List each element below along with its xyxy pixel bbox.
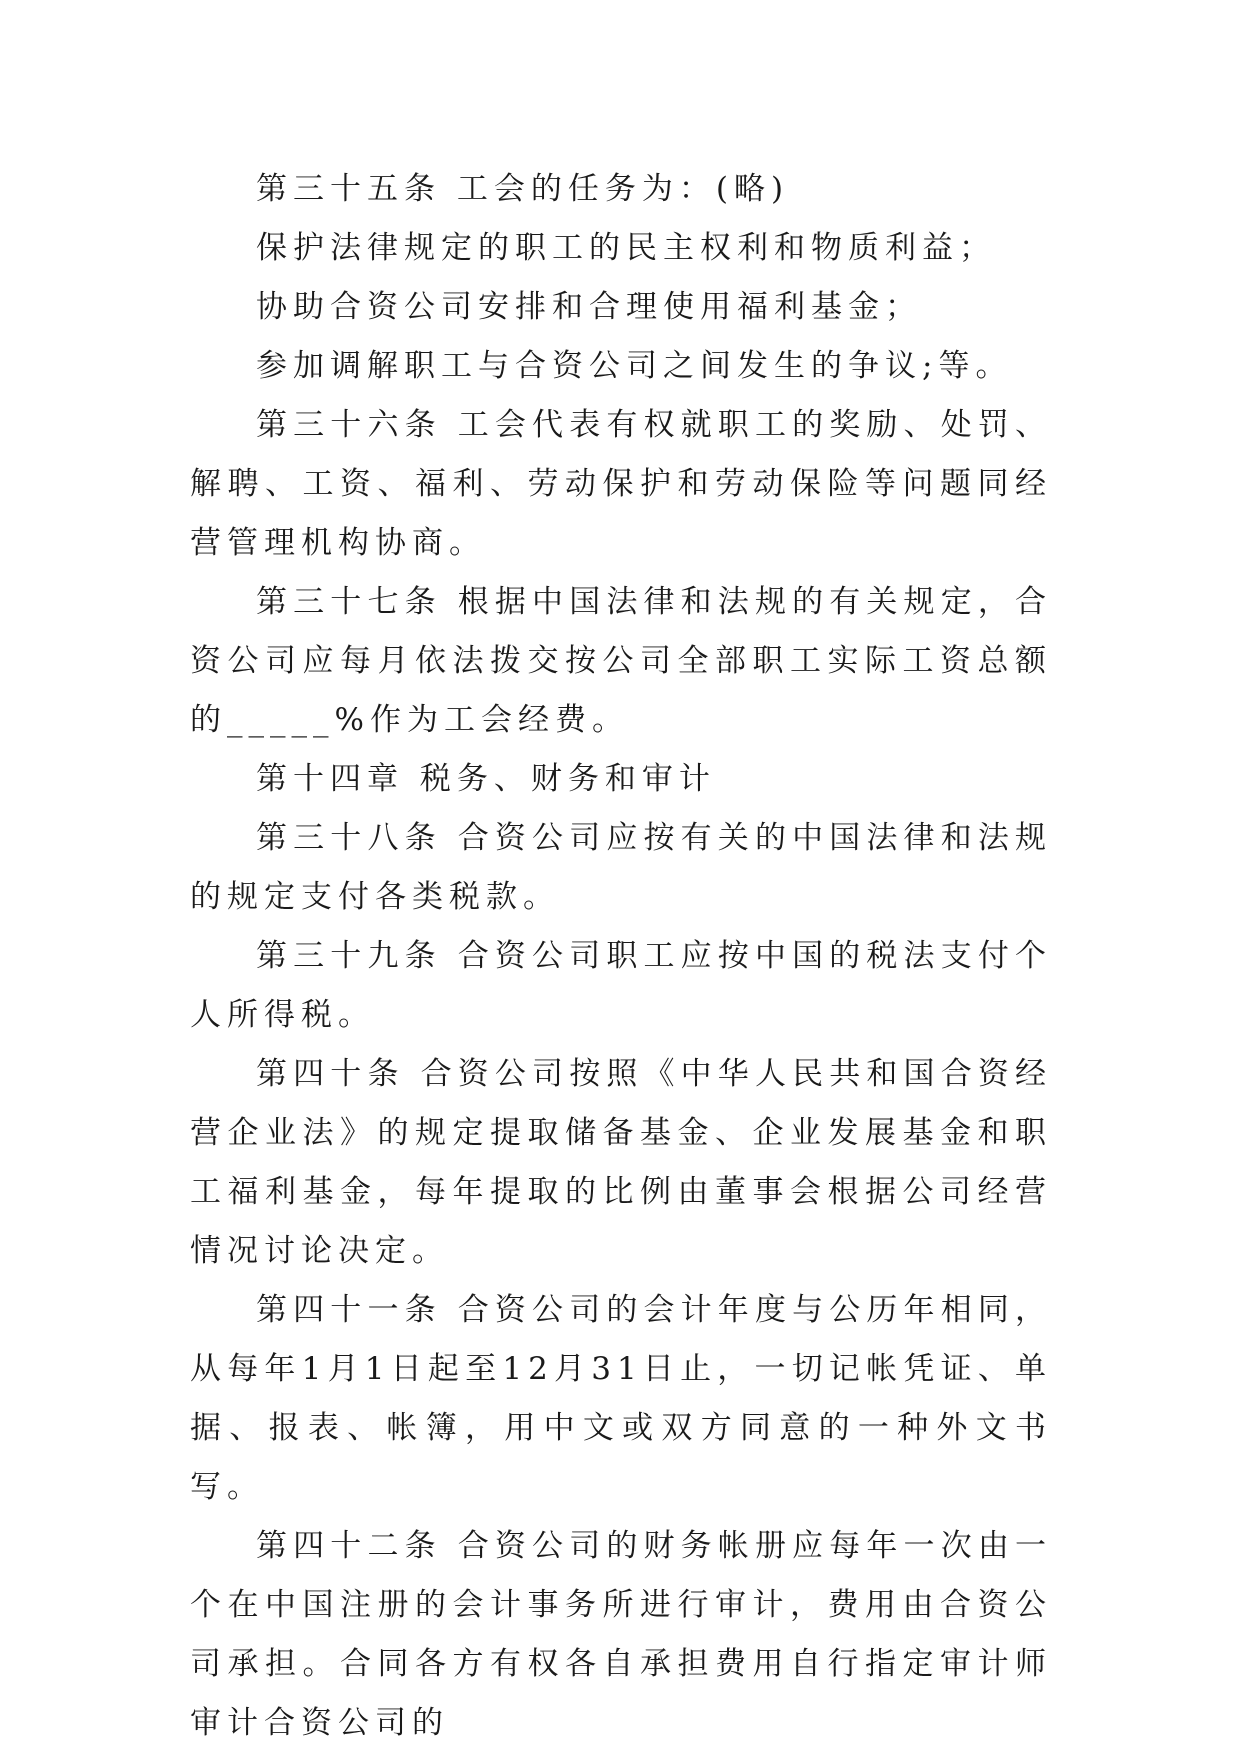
article-38: 第三十八条 合资公司应按有关的中国法律和法规的规定支付各类税款。 xyxy=(190,820,1052,915)
chapter-14-heading: 第十四章 税务、财务和审计 xyxy=(256,761,716,797)
article-39: 第三十九条 合资公司职工应按中国的税法支付个人所得税。 xyxy=(190,938,1052,1033)
article-35-item-3: 参加调解职工与合资公司之间发生的争议;等。 xyxy=(256,348,1013,384)
article-35-heading: 第三十五条 工会的任务为：(略) xyxy=(256,171,790,207)
article-37: 第三十七条 根据中国法律和法规的有关规定，合资公司应每月依法拨交按公司全部职工实际工资总额的_____%作为工会经费。 xyxy=(190,584,1052,738)
article-35-item-2: 协助合资公司安排和合理使用福利基金； xyxy=(256,289,922,325)
article-35-item-1: 保护法律规定的职工的民主权利和物质利益； xyxy=(256,230,996,266)
article-36: 第三十六条 工会代表有权就职工的奖励、处罚、解聘、工资、福利、劳动保护和劳动保险等问题同经营管理机构协商。 xyxy=(190,407,1052,561)
article-40: 第四十条 合资公司按照《中华人民共和国合资经营企业法》的规定提取储备基金、企业发展基金和职工福利基金，每年提取的比例由董事会根据公司经营情况讨论决定。 xyxy=(190,1056,1052,1269)
article-42: 第四十二条 合资公司的财务帐册应每年一次由一个在中国注册的会计事务所进行审计，费用由合资公司承担。合同各方有权各自承担费用自行指定审计师审计合资公司的 xyxy=(190,1528,1052,1741)
document-body xyxy=(190,160,1052,1753)
article-41: 第四十一条 合资公司的会计年度与公历年相同，从每年1月1日起至12月31日止，一切记帐凭证、单据、报表、帐簿，用中文或双方同意的一种外文书写。 xyxy=(190,1292,1052,1505)
